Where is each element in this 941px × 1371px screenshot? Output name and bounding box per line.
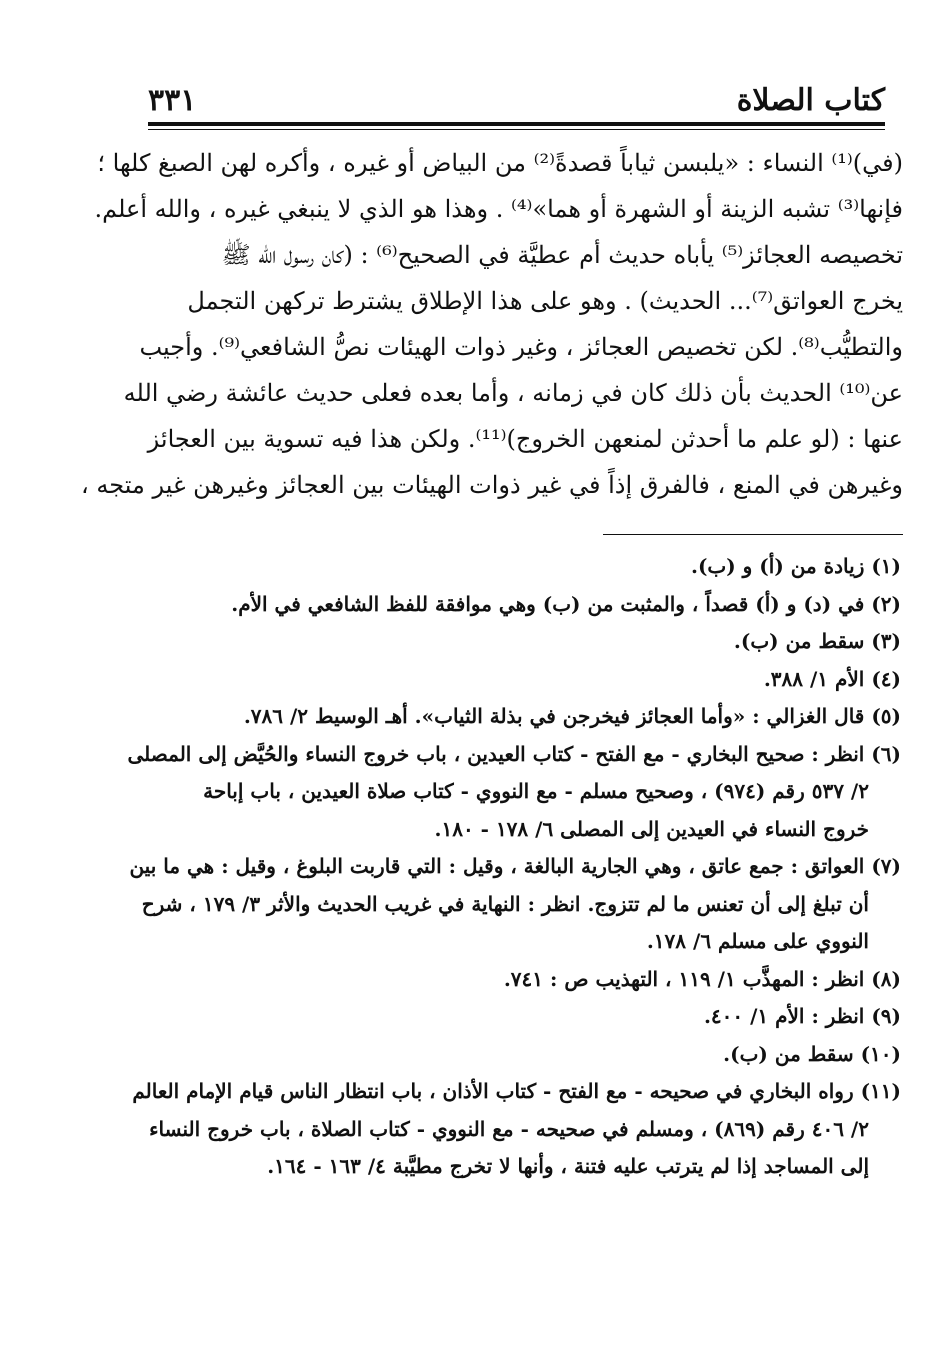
footnote-6-continuation: ٢/ ٥٣٧ رقم (٩٧٤) ، وصحيح مسلم - مع النووي - كتاب صلاة العيدين ، باب إباحة — [203, 779, 869, 803]
page-header — [148, 82, 885, 122]
header-rule — [148, 122, 885, 126]
footnote-11: (١١) رواه البخاري في صحيحه - مع الفتح - كتاب الأذان ، باب انتظار الناس قيام الإمام العالم — [132, 1079, 901, 1103]
footnote-1: (١) زيادة من (أ) و (ب). — [691, 554, 901, 578]
header-rule-thin — [148, 129, 885, 130]
main-text-line: وغيرهن في المنع ، فالفرق إذاً في غير ذوات الهيئات بين العجائز وغيرهن غير متجه ، — [81, 471, 903, 499]
footnote-3: (٣) سقط من (ب). — [733, 629, 901, 653]
main-text-line: فإنها⁽³⁾ تشبه الزينة أو الشهرة أو هما»⁽⁴⁾ . وهذا هو الذي لا ينبغي غيره ، والله أعلم. — [94, 195, 903, 223]
main-text-line: عن⁽¹⁰⁾ الحديث بأن ذلك كان في زمانه ، وأما بعده فعلى حديث عائشة رضي الله — [123, 379, 903, 407]
main-text-line: (في)⁽¹⁾ النساء : «يلبسن ثياباً قصدةً⁽²⁾ من البياض أو غيره ، وأكره لهن الصبغ كلها ؛ — [97, 149, 903, 177]
footnotes — [127, 548, 901, 1186]
footnote-7-continuation: النووي على مسلم ٦/ ١٧٨. — [646, 929, 869, 953]
footnote-6-continuation: خروج النساء في العيدين إلى المصلى ٦/ ١٧٨ - ١٨٠. — [434, 816, 869, 841]
main-text-line: تخصيصه العجائز⁽⁵⁾ يأباه حديث أم عطيَّة في الصحيح⁽⁶⁾ : (كان رسول الله ﷺ — [221, 241, 903, 269]
footnote-8: (٨) انظر : المهذَّب ١/ ١١٩ ، التهذيب ص : ٧٤١. — [503, 966, 901, 991]
footnote-4: (٤) الأم ١/ ٣٨٨. — [763, 666, 901, 691]
footnote-11-continuation: إلى المساجد إذا لم يترتب عليه فتنة ، وأنها لا تخرج مطيَّبة ٤/ ١٦٣ - ١٦٤. — [267, 1154, 869, 1178]
main-text-line: يخرج العواتق⁽⁷⁾... الحديث) . وهو على هذا الإطلاق يشترط تركهن التجمل — [187, 287, 903, 315]
main-text-line: عنها : (لو علم ما أحدثن لمنعهن الخروج)⁽¹¹⁾. ولكن هذا فيه تسوية بين العجائز — [147, 425, 903, 453]
footnote-6: (٦) انظر : صحيح البخاري - مع الفتح - كتاب العيدين ، باب خروج النساء والحُيَّض إلى المصلى — [127, 741, 901, 766]
footnote-9: (٩) انظر : الأم ١/ ٤٠٠. — [703, 1004, 901, 1028]
footnote-10: (١٠) سقط من (ب). — [723, 1041, 901, 1066]
main-text-line: والتطيُّب⁽⁸⁾. لكن تخصيص العجائز ، وغير ذوات الهيئات نصُّ الشافعي⁽⁹⁾. وأجيب — [139, 333, 903, 361]
page-number: ٣٣١ — [148, 83, 197, 118]
footnote-11-continuation: ٢/ ٤٠٦ رقم (٨٦٩) ، ومسلم في صحيحه - مع النووي - كتاب الصلاة ، باب خروج النساء — [149, 1116, 869, 1141]
footnote-separator — [603, 534, 903, 535]
chapter-title: كتاب الصلاة — [736, 83, 885, 118]
footnote-5: (٥) قال الغزالي : «وأما العجائز فيخرجن في بذلة الثياب». أهـ الوسيط ٢/ ٧٨٦. — [243, 704, 901, 728]
footnote-7-continuation: أن تبلغ إلى أن تعنس ما لم تتزوج. انظر : النهاية في غريب الحديث والأثر ٣/ ١٧٩ ، شرح — [141, 891, 869, 916]
footnote-7: (٧) العواتق : جمع عاتق ، وهي الجارية البالغة ، وقيل : التي قاربت البلوغ ، وقيل : هي ما بين — [129, 854, 901, 878]
footnote-2: (٢) في (د) و (أ) قصداً ، والمثبت من (ب) وهي موافقة للفظ الشافعي في الأم. — [231, 591, 901, 616]
main-text — [81, 140, 903, 508]
